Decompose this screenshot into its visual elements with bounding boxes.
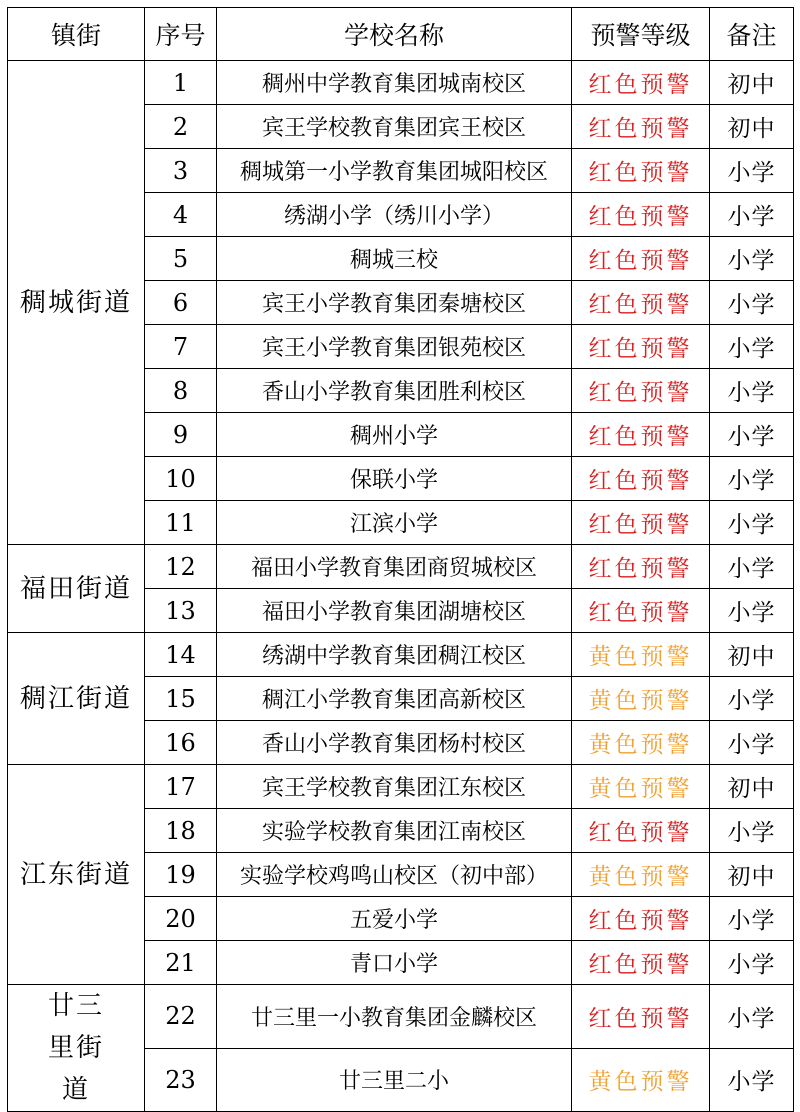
seq-cell: 22 bbox=[145, 985, 217, 1049]
seq-cell: 4 bbox=[145, 193, 217, 237]
seq-cell: 11 bbox=[145, 501, 217, 545]
school-name-cell: 宾王学校教育集团宾王校区 bbox=[217, 105, 572, 149]
note-cell: 小学 bbox=[710, 193, 794, 237]
note-cell: 初中 bbox=[710, 105, 794, 149]
seq-cell: 17 bbox=[145, 765, 217, 809]
seq-cell: 16 bbox=[145, 721, 217, 765]
warning-level-cell: 红色预警 bbox=[572, 237, 710, 281]
warning-level-cell: 红色预警 bbox=[572, 457, 710, 501]
note-cell: 小学 bbox=[710, 237, 794, 281]
warning-level-cell: 红色预警 bbox=[572, 589, 710, 633]
warning-level-cell: 红色预警 bbox=[572, 281, 710, 325]
warning-level-cell: 红色预警 bbox=[572, 545, 710, 589]
district-cell: 稠城街道 bbox=[8, 61, 145, 545]
warning-level-cell: 红色预警 bbox=[572, 941, 710, 985]
seq-cell: 12 bbox=[145, 545, 217, 589]
school-name-cell: 香山小学教育集团杨村校区 bbox=[217, 721, 572, 765]
school-name-cell: 绣湖小学（绣川小学） bbox=[217, 193, 572, 237]
table-row bbox=[8, 985, 794, 1049]
header-row bbox=[8, 8, 794, 61]
seq-cell: 7 bbox=[145, 325, 217, 369]
header-note: 备注 bbox=[710, 8, 794, 61]
note-cell: 小学 bbox=[710, 413, 794, 457]
note-cell: 小学 bbox=[710, 677, 794, 721]
district-cell: 福田街道 bbox=[8, 545, 145, 633]
note-cell: 初中 bbox=[710, 765, 794, 809]
warning-table-container bbox=[7, 7, 794, 1112]
seq-cell: 6 bbox=[145, 281, 217, 325]
seq-cell: 13 bbox=[145, 589, 217, 633]
warning-level-cell: 黄色预警 bbox=[572, 765, 710, 809]
warning-level-cell: 红色预警 bbox=[572, 369, 710, 413]
school-name-cell: 宾王小学教育集团秦塘校区 bbox=[217, 281, 572, 325]
school-name-cell: 稠城第一小学教育集团城阳校区 bbox=[217, 149, 572, 193]
warning-level-cell: 红色预警 bbox=[572, 985, 710, 1049]
warning-level-cell: 红色预警 bbox=[572, 61, 710, 105]
school-name-cell: 绣湖中学教育集团稠江校区 bbox=[217, 633, 572, 677]
school-name-cell: 实验学校鸡鸣山校区（初中部） bbox=[217, 853, 572, 897]
table-row bbox=[8, 633, 794, 677]
header-seq: 序号 bbox=[145, 8, 217, 61]
school-name-cell: 廿三里二小 bbox=[217, 1048, 572, 1112]
table-body bbox=[8, 61, 794, 1112]
school-name-cell: 稠城三校 bbox=[217, 237, 572, 281]
school-name-cell: 稠江小学教育集团高新校区 bbox=[217, 677, 572, 721]
note-cell: 初中 bbox=[710, 61, 794, 105]
note-cell: 小学 bbox=[710, 325, 794, 369]
district-cell: 廿三里街道 bbox=[8, 985, 145, 1112]
school-name-cell: 江滨小学 bbox=[217, 501, 572, 545]
district-cell: 稠江街道 bbox=[8, 633, 145, 765]
school-name-cell: 宾王小学教育集团银苑校区 bbox=[217, 325, 572, 369]
header-school: 学校名称 bbox=[217, 8, 572, 61]
school-name-cell: 稠州小学 bbox=[217, 413, 572, 457]
school-name-cell: 五爱小学 bbox=[217, 897, 572, 941]
seq-cell: 21 bbox=[145, 941, 217, 985]
warning-level-cell: 黄色预警 bbox=[572, 1048, 710, 1112]
seq-cell: 8 bbox=[145, 369, 217, 413]
warning-level-cell: 黄色预警 bbox=[572, 721, 710, 765]
table-row bbox=[8, 61, 794, 105]
header-district: 镇街 bbox=[8, 8, 145, 61]
note-cell: 小学 bbox=[710, 985, 794, 1049]
school-name-cell: 廿三里一小教育集团金麟校区 bbox=[217, 985, 572, 1049]
warning-level-cell: 红色预警 bbox=[572, 149, 710, 193]
warning-level-cell: 红色预警 bbox=[572, 105, 710, 149]
header-level: 预警等级 bbox=[572, 8, 710, 61]
seq-cell: 18 bbox=[145, 809, 217, 853]
school-warning-table bbox=[7, 7, 794, 1112]
note-cell: 小学 bbox=[710, 1048, 794, 1112]
warning-level-cell: 黄色预警 bbox=[572, 633, 710, 677]
note-cell: 小学 bbox=[710, 457, 794, 501]
warning-level-cell: 红色预警 bbox=[572, 809, 710, 853]
warning-level-cell: 黄色预警 bbox=[572, 853, 710, 897]
note-cell: 小学 bbox=[710, 897, 794, 941]
school-name-cell: 福田小学教育集团湖塘校区 bbox=[217, 589, 572, 633]
seq-cell: 3 bbox=[145, 149, 217, 193]
seq-cell: 19 bbox=[145, 853, 217, 897]
seq-cell: 10 bbox=[145, 457, 217, 501]
note-cell: 小学 bbox=[710, 721, 794, 765]
seq-cell: 20 bbox=[145, 897, 217, 941]
school-name-cell: 香山小学教育集团胜利校区 bbox=[217, 369, 572, 413]
note-cell: 小学 bbox=[710, 809, 794, 853]
warning-level-cell: 红色预警 bbox=[572, 325, 710, 369]
seq-cell: 5 bbox=[145, 237, 217, 281]
school-name-cell: 实验学校教育集团江南校区 bbox=[217, 809, 572, 853]
note-cell: 小学 bbox=[710, 545, 794, 589]
warning-level-cell: 红色预警 bbox=[572, 897, 710, 941]
school-name-cell: 稠州中学教育集团城南校区 bbox=[217, 61, 572, 105]
school-name-cell: 宾王学校教育集团江东校区 bbox=[217, 765, 572, 809]
school-name-cell: 青口小学 bbox=[217, 941, 572, 985]
table-row bbox=[8, 765, 794, 809]
warning-level-cell: 红色预警 bbox=[572, 413, 710, 457]
note-cell: 小学 bbox=[710, 501, 794, 545]
note-cell: 小学 bbox=[710, 149, 794, 193]
seq-cell: 1 bbox=[145, 61, 217, 105]
warning-level-cell: 黄色预警 bbox=[572, 677, 710, 721]
note-cell: 小学 bbox=[710, 941, 794, 985]
warning-level-cell: 红色预警 bbox=[572, 193, 710, 237]
note-cell: 小学 bbox=[710, 281, 794, 325]
note-cell: 初中 bbox=[710, 853, 794, 897]
seq-cell: 14 bbox=[145, 633, 217, 677]
note-cell: 小学 bbox=[710, 369, 794, 413]
note-cell: 小学 bbox=[710, 589, 794, 633]
note-cell: 初中 bbox=[710, 633, 794, 677]
seq-cell: 9 bbox=[145, 413, 217, 457]
school-name-cell: 保联小学 bbox=[217, 457, 572, 501]
school-name-cell: 福田小学教育集团商贸城校区 bbox=[217, 545, 572, 589]
district-cell: 江东街道 bbox=[8, 765, 145, 985]
warning-level-cell: 红色预警 bbox=[572, 501, 710, 545]
table-row bbox=[8, 545, 794, 589]
seq-cell: 15 bbox=[145, 677, 217, 721]
seq-cell: 2 bbox=[145, 105, 217, 149]
seq-cell: 23 bbox=[145, 1048, 217, 1112]
